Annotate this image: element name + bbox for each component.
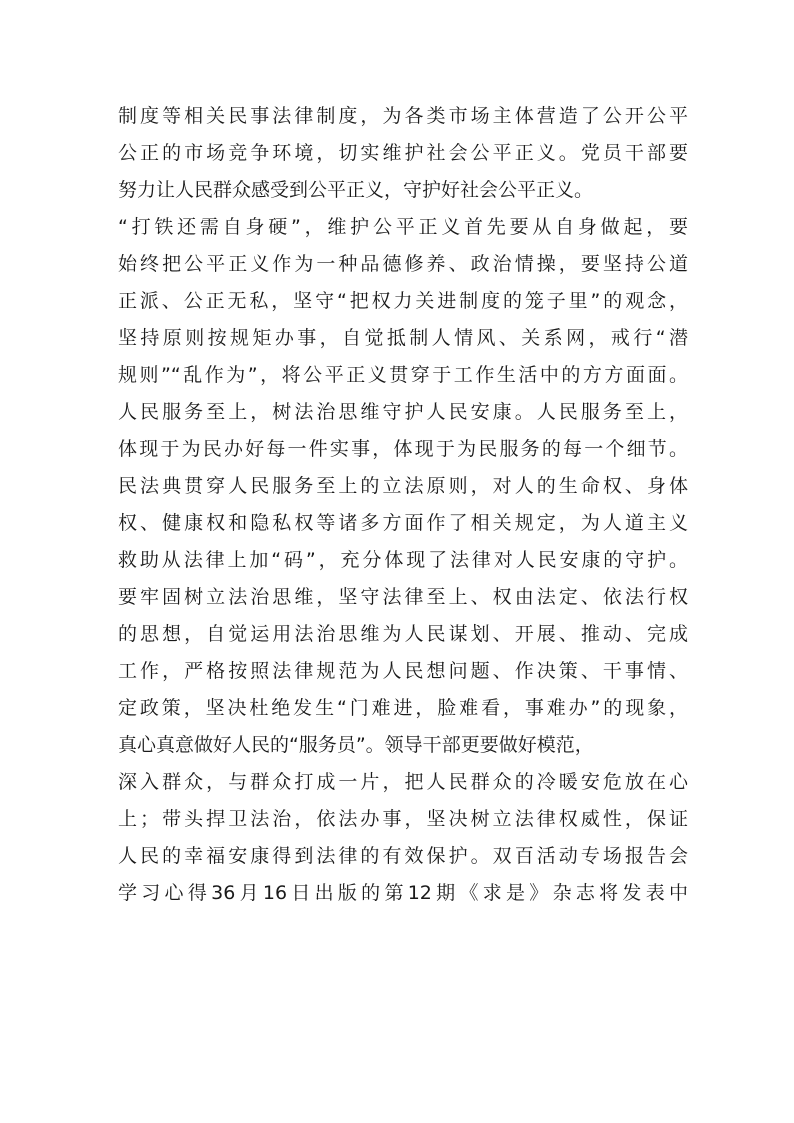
text-line: 坚持原则按规矩办事，自觉抵制人情风、关系网，戒行“潜 (118, 327, 688, 349)
text-line: 上；带头捍卫法治，依法办事，坚决树立法律权威性，保证 (118, 808, 688, 830)
text-line: 始终把公平正义作为一种品德修养、政治情操，要坚持公道 (118, 253, 688, 275)
text-line: 定政策，坚决杜绝发生“门难进，脸难看，事难办”的现象， (118, 697, 688, 719)
text-line: 规则”“乱作为”，将公平正义贯穿于工作生活中的方方面面。 (118, 364, 688, 386)
text-line: 真心真意做好人民的“服务员”。领导干部更要做好模范， (118, 734, 594, 756)
text-line: 救助从法律上加“码”，充分体现了法律对人民安康的守护。 (118, 549, 688, 571)
text-line: 工作，严格按照法律规范为人民想问题、作决策、干事情、 (118, 660, 688, 682)
text-line: 权、健康权和隐私权等诸多方面作了相关规定，为人道主义 (118, 512, 688, 534)
text-line: 人民的幸福安康得到法律的有效保护。双百活动专场报告会 (118, 845, 688, 867)
text-line: 制度等相关民事法律制度，为各类市场主体营造了公开公平 (118, 105, 688, 127)
text-line: 公正的市场竞争环境，切实维护社会公平正义。党员干部要 (118, 142, 688, 164)
text-line: 要牢固树立法治思维，坚守法律至上、权由法定、依法行权 (118, 586, 688, 608)
text-line: 民法典贯穿人民服务至上的立法原则，对人的生命权、身体 (118, 475, 688, 497)
text-line: 人民服务至上，树法治思维守护人民安康。人民服务至上， (118, 401, 688, 423)
text-line: “打铁还需自身硬”，维护公平正义首先要从自身做起，要 (118, 216, 688, 238)
text-line: 深入群众，与群众打成一片，把人民群众的冷暖安危放在心 (118, 771, 688, 793)
text-line: 学习心得36月16日出版的第12期《求是》杂志将发表中 (118, 882, 688, 904)
text-line: 正派、公正无私，坚守“把权力关进制度的笼子里”的观念， (118, 290, 688, 312)
text-line: 体现于为民办好每一件实事，体现于为民服务的每一个细节。 (118, 438, 688, 460)
text-line: 的思想，自觉运用法治思维为人民谋划、开展、推动、完成 (118, 623, 688, 645)
body-text (118, 98, 688, 912)
text-line: 努力让人民群众感受到公平正义，守护好社会公平正义。 (118, 179, 594, 201)
